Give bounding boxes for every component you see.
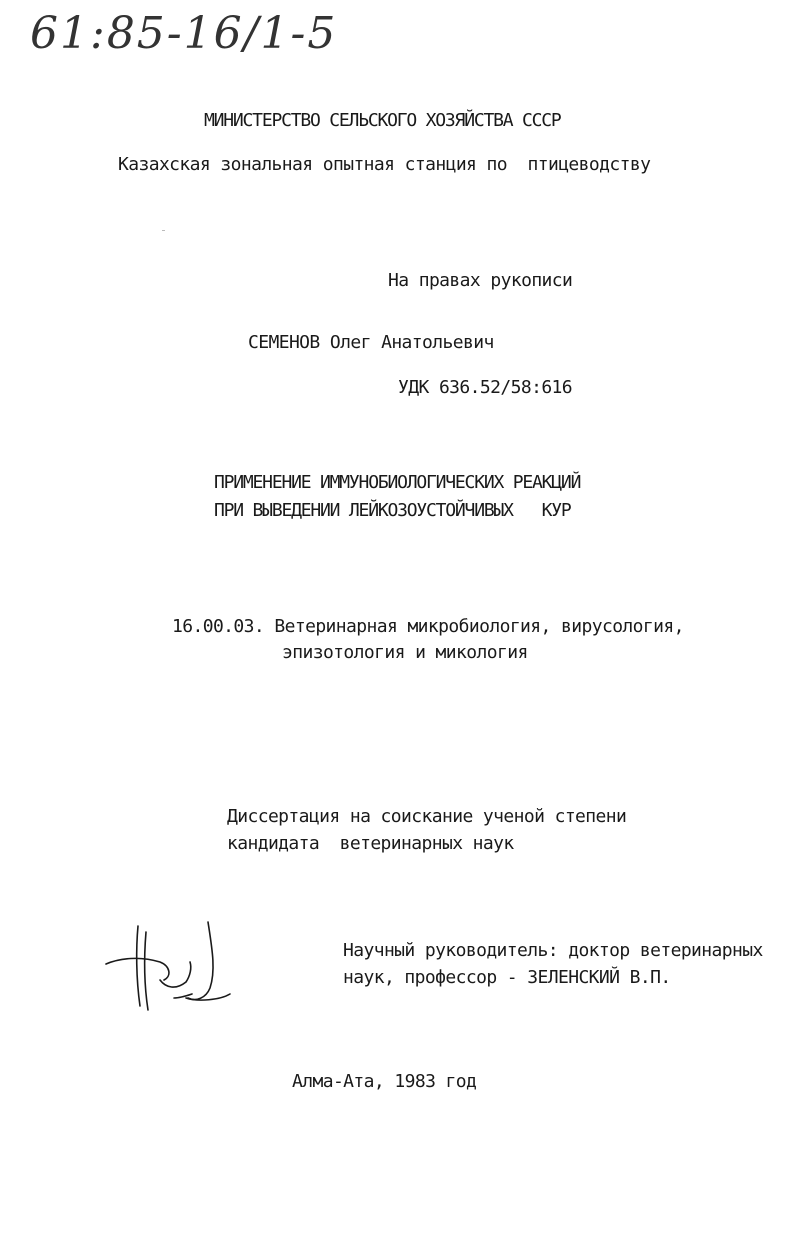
specialty-code-line-2: эпизотология и микология <box>282 642 528 663</box>
udc-code: УДК 636.52/58:616 <box>398 377 573 398</box>
scan-speck <box>162 230 165 231</box>
signature-stroke-1 <box>137 926 140 1006</box>
author-name: СЕМЕНОВ Олег Анатольевич <box>248 332 494 353</box>
manuscript-rights-note: На правах рукописи <box>388 270 573 291</box>
signature-stroke-6 <box>186 994 230 1000</box>
handwritten-signature <box>100 918 240 1018</box>
specialty-code-line-1: 16.00.03. Ветеринарная микробиология, вирусология, <box>172 616 684 637</box>
archive-stamp: 61:85-16/1-5 <box>30 8 338 59</box>
signature-stroke-2 <box>145 932 148 1010</box>
thesis-title-line-1: ПРИМЕНЕНИЕ ИММУНОБИОЛОГИЧЕСКИХ РЕАКЦИЙ <box>214 472 581 493</box>
dissertation-degree-line-2: кандидата ветеринарных наук <box>227 833 514 854</box>
place-and-year: Алма-Ата, 1983 год <box>292 1071 477 1092</box>
signature-stroke-4 <box>160 962 191 987</box>
ministry-heading: МИНИСТЕРСТВО СЕЛЬСКОГО ХОЗЯЙСТВА СССР <box>204 110 561 131</box>
supervisor-line-1: Научный руководитель: доктор ветеринарных <box>343 940 763 961</box>
signature-stroke-5 <box>188 922 213 1000</box>
signature-stroke-7 <box>174 994 192 998</box>
dissertation-degree-line-1: Диссертация на соискание ученой степени <box>227 806 627 827</box>
station-name: Казахская зональная опытная станция по птицеводству <box>118 154 651 175</box>
thesis-title-line-2: ПРИ ВЫВЕДЕНИИ ЛЕЙКОЗОУСТОЙЧИВЫХ КУР <box>214 500 571 521</box>
supervisor-line-2: наук, профессор - ЗЕЛЕНСКИЙ В.П. <box>343 967 671 988</box>
